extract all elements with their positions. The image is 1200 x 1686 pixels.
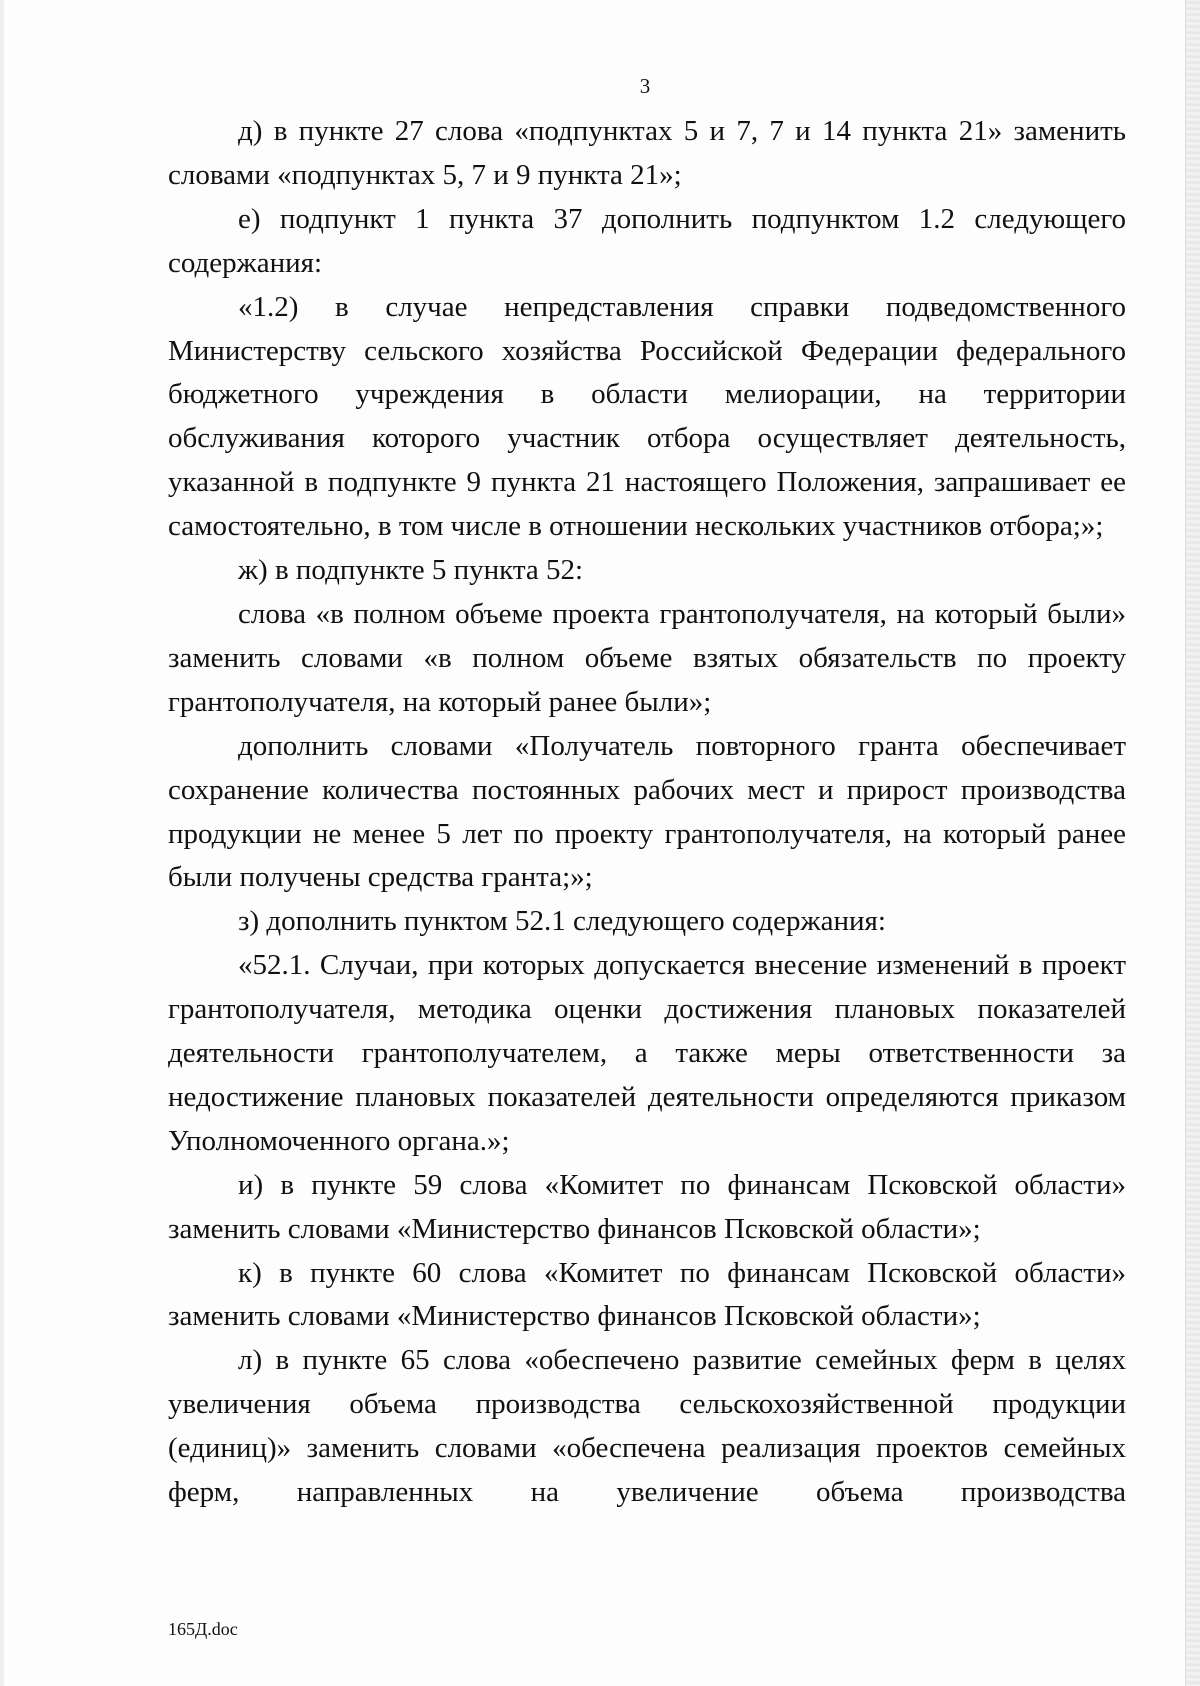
footer-filename: 165Д.doc xyxy=(168,1619,238,1639)
paragraph-52-1: «52.1. Случаи, при которых допускается внесение изменений в проект грантополучателя, методика оценки достижения плановых показателей деятельности грантополучателем, а также меры ответственности за недостижение плановых показателей деятельности определяются приказом Уполномоченного органа.»; xyxy=(168,949,1126,1157)
scan-edge-right xyxy=(1185,0,1200,1686)
paragraph-k: к) в пункте 60 слова «Комитет по финансам Псковской области» заменить словами «Министерство финансов Псковской области»; xyxy=(168,1256,1126,1333)
paragraph-words-replace: слова «в полном объеме проекта грантополучателя, на который были» заменить словами «в полном объеме взятых обязательств по проекту грантополучателя, на который ранее были»; xyxy=(168,597,1126,718)
paragraph-i: и) в пункте 59 слова «Комитет по финансам Псковской области» заменить словами «Министерство финансов Псковской области»; xyxy=(168,1168,1126,1245)
paragraph-z: з) дополнить пунктом 52.1 следующего содержания: xyxy=(238,905,886,938)
paragraph-add-words: дополнить словами «Получатель повторного гранта обеспечивает сохранение количества постоянных рабочих мест и прирост производства продукции не менее 5 лет по проекту грантополучателя, на который ранее были получены средства гранта;»; xyxy=(168,729,1126,894)
page-number: 3 xyxy=(639,74,651,98)
paragraph-d: д) в пункте 27 слова «подпунктах 5 и 7, 7 и 14 пункта 21» заменить словами «подпунктах 5, 7 и 9 пункта 21»; xyxy=(168,115,1126,191)
paragraph-e: е) подпункт 1 пункта 37 дополнить подпунктом 1.2 следующего содержания: xyxy=(168,202,1126,279)
paragraph-1-2: «1.2) в случае непредставления справки подведомственного Министерству сельского хозяйства Российской Федерации федерального бюджетного учреждения в области мелиорации, на территории обслуживания которого участник отбора осуществляет деятельность, указанной в подпункте 9 пункта 21 настоящего Положения, запрашивает ее самостоятельно, в том числе в отношении нескольких участников отбора;»; xyxy=(168,290,1126,543)
document-body xyxy=(168,110,1126,1515)
scan-edge-left xyxy=(0,0,4,1686)
paragraph-l: л) в пункте 65 слова «обеспечено развитие семейных ферм в целях увеличения объема производства сельскохозяйственной продукции (единиц)» заменить словами «обеспечена реализация проектов семейных ферм, направленных на увеличение объема производства xyxy=(168,1344,1126,1509)
paragraph-zh: ж) в подпункте 5 пункта 52: xyxy=(238,554,584,587)
